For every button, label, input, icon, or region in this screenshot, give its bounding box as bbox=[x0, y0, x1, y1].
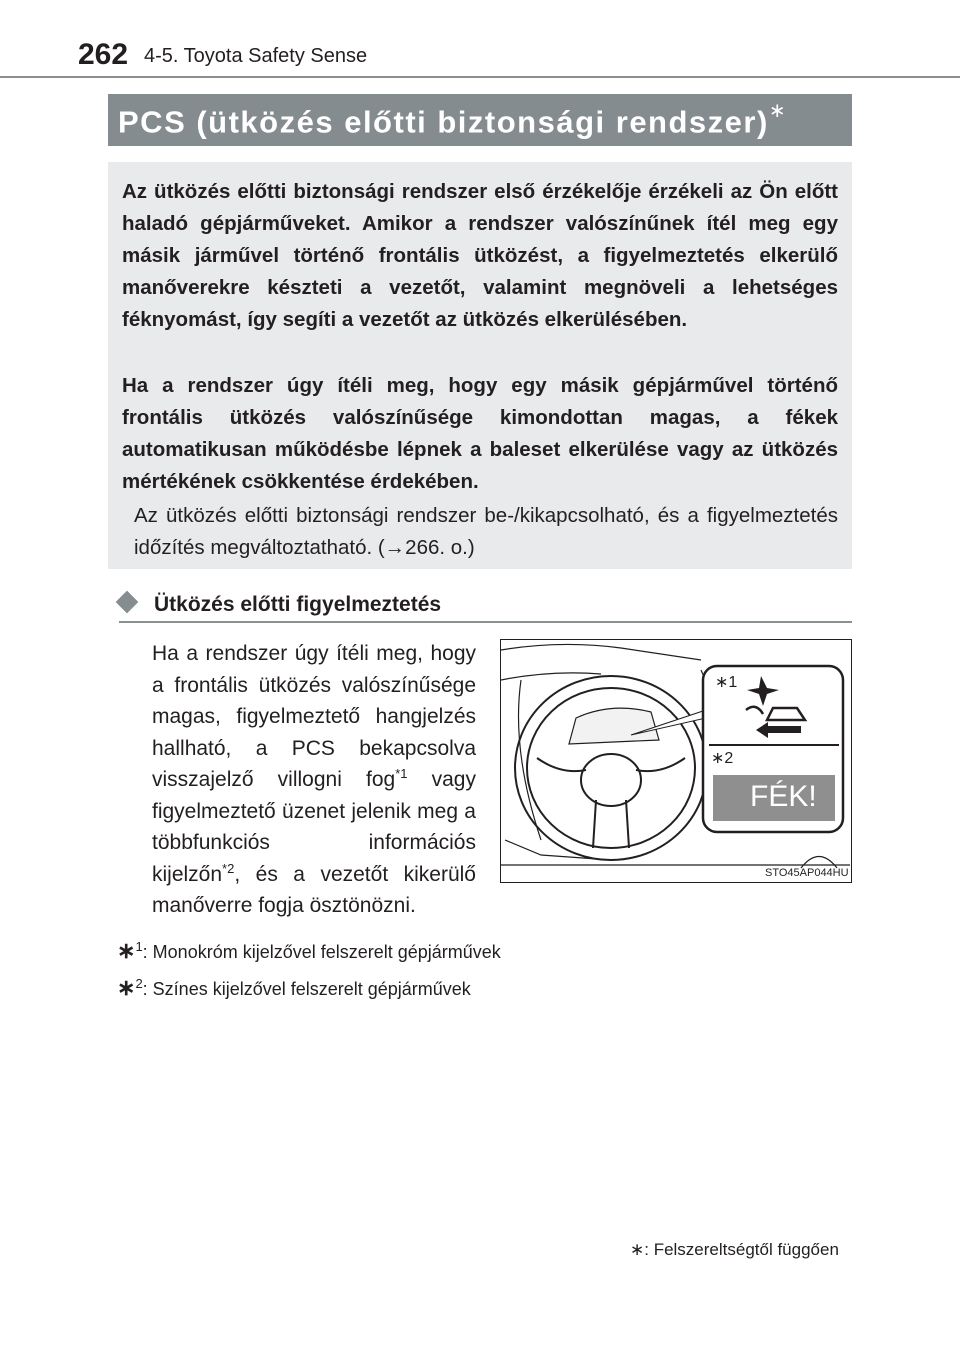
brake-warning-text: FÉK! bbox=[750, 780, 817, 813]
subsection-description bbox=[152, 638, 476, 922]
footnote-1-marker: ∗ bbox=[117, 938, 136, 963]
section-title: 4-5. Toyota Safety Sense bbox=[144, 45, 368, 67]
description-part-2: vagy figyelmeztető üzenet jelenik meg a többfunkciós információs kijelzőn bbox=[152, 768, 476, 886]
title-marker: ∗ bbox=[768, 100, 788, 122]
subsection-heading: Ütközés előtti figyelmeztetés bbox=[154, 593, 442, 616]
page-number: 262 bbox=[78, 38, 129, 71]
title-text: PCS (ütközés előtti biztonsági rendszer) bbox=[118, 104, 769, 140]
intro-bold-paragraph-1: Az ütközés előtti biztonsági rendszer első érzékelője érzékeli az Ön előtt haladó gépjárműveket. Amikor a rendszer valószínűnek ítél meg egy másik járművel történő frontális ütközést, a figyelmeztetés elkerülő manőverekre készteti a vezetőt, valamint megnöveli a lehetséges féknyomást, így segíti a vezetőt az ütközés elkerülésében. bbox=[122, 180, 838, 331]
footnote-2 bbox=[117, 975, 471, 1001]
figure-code: STO45AP044HU bbox=[765, 867, 849, 879]
title-bar bbox=[108, 94, 852, 146]
description-part-1: Ha a rendszer úgy ítéli meg, hogy a frontális ütközés valószínűsége magas, figyelmeztető hangjelzés hallható, a PCS bekapcsolva visszajelző villogni fog bbox=[152, 642, 476, 791]
footnote-1 bbox=[117, 938, 501, 964]
intro-box bbox=[108, 162, 852, 569]
footnote-2-number: 2 bbox=[135, 976, 143, 991]
equipment-note: ∗: Felszereltségtől függően bbox=[630, 1240, 839, 1259]
dashboard-drawing bbox=[501, 640, 850, 881]
figure-label-2: ∗2 bbox=[711, 750, 734, 767]
diamond-bullet-icon bbox=[116, 591, 139, 614]
figure-label-1: ∗1 bbox=[715, 674, 738, 691]
footnote-ref-1: *1 bbox=[395, 766, 408, 781]
footnote-2-marker: ∗ bbox=[117, 975, 136, 1000]
description-part-3: , és a vezetőt kikerülő manőverre fogja ösztönözni. bbox=[152, 862, 476, 917]
subsection-divider bbox=[119, 621, 852, 623]
header-divider bbox=[0, 76, 960, 78]
dashboard-illustration bbox=[500, 639, 852, 883]
intro-bold-paragraph-2: Ha a rendszer úgy ítéli meg, hogy egy másik gépjárművel történő frontális ütközés valószínűsége kimondottan magas, a fékek automatikusan működésbe lépnek a baleset elkerülése vagy az ütközés mértékének csökkentése érdekében. bbox=[122, 374, 838, 493]
footnote-1-text: : Monokróm kijelzővel felszerelt gépjárművek bbox=[142, 942, 501, 962]
footnote-2-text: : Színes kijelzővel felszerelt gépjárművek bbox=[142, 979, 471, 999]
page-title bbox=[118, 102, 787, 140]
footnote-ref-2: *2 bbox=[222, 860, 235, 876]
intro-plain-paragraph: Az ütközés előtti biztonsági rendszer be-/kikapcsolható, és a figyelmeztetés időzítés megváltoztatható. (→266. o.) bbox=[134, 504, 838, 559]
footnote-1-number: 1 bbox=[135, 939, 143, 954]
